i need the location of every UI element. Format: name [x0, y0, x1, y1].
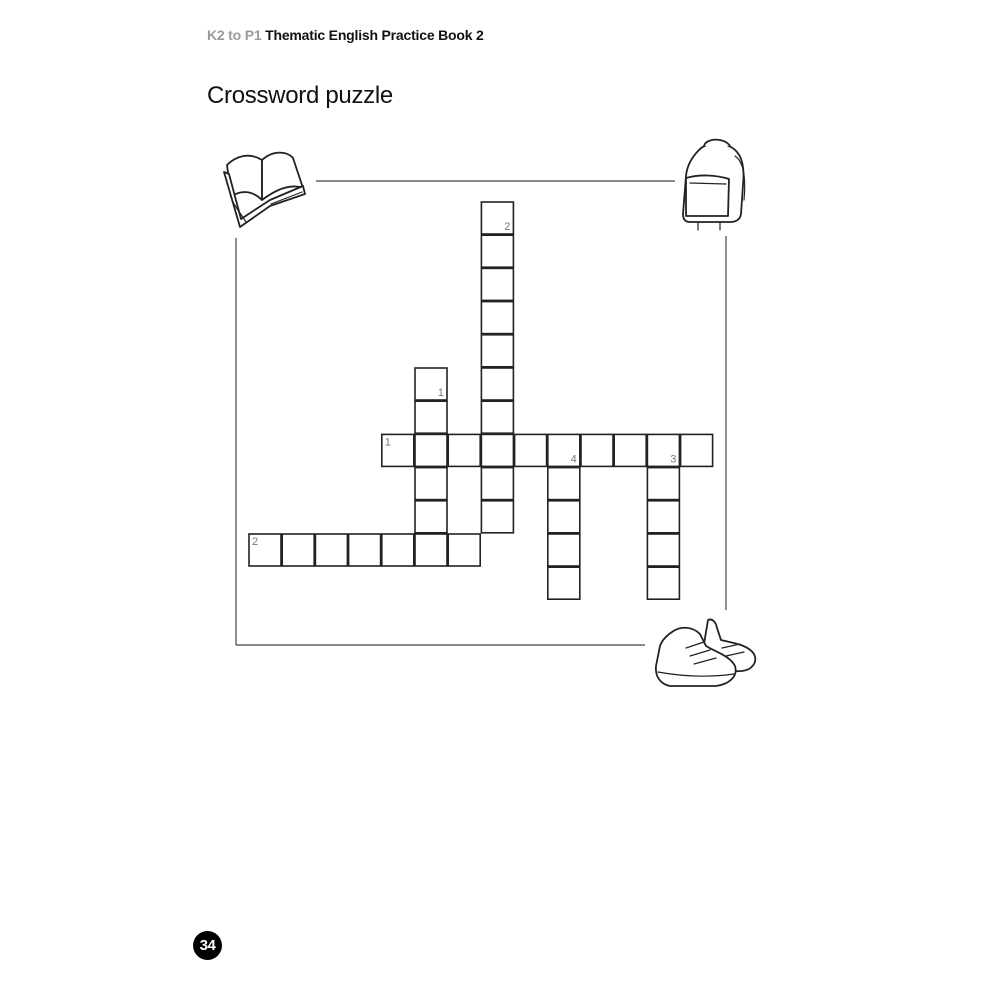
crossword-grid — [249, 202, 713, 599]
clue-number-down-1: 1 — [437, 387, 444, 399]
clue-numbers — [252, 221, 676, 548]
crossword-cell-r6-c7[interactable] — [481, 401, 513, 433]
crossword-cell-r7-c10[interactable] — [581, 434, 613, 466]
crossword-cell-r8-c9[interactable] — [548, 468, 580, 500]
crossword-cell-r10-c1[interactable] — [282, 534, 314, 566]
crossword-cell-r3-c7[interactable] — [481, 302, 513, 334]
crossword-cell-r8-c7[interactable] — [481, 468, 513, 500]
crossword-cell-r9-c7[interactable] — [481, 501, 513, 533]
clue-number-down-3: 3 — [670, 453, 677, 466]
crossword-cell-r9-c12[interactable] — [647, 501, 679, 533]
book-icon — [224, 153, 305, 227]
clue-number-across-2: 2 — [252, 536, 259, 548]
crossword-cell-r7-c11[interactable] — [614, 434, 646, 466]
crossword-cell-r10-c3[interactable] — [349, 534, 381, 566]
crossword-cell-r10-c5[interactable] — [415, 534, 447, 566]
crossword-cell-r10-c6[interactable] — [448, 534, 480, 566]
crossword-cell-r11-c9[interactable] — [548, 567, 580, 599]
crossword-cell-r1-c7[interactable] — [481, 235, 513, 267]
sneakers-icon — [656, 619, 755, 686]
crossword-cell-r10-c2[interactable] — [315, 534, 347, 566]
crossword-cell-r10-c4[interactable] — [382, 534, 414, 566]
crossword-cell-r9-c9[interactable] — [548, 501, 580, 533]
crossword-cell-r10-c9[interactable] — [548, 534, 580, 566]
book-title: Thematic English Practice Book 2 — [265, 27, 484, 43]
crossword-cell-r7-c8[interactable] — [515, 434, 547, 466]
crossword-cell-r8-c12[interactable] — [647, 468, 679, 500]
crossword-cell-r7-c7[interactable] — [481, 434, 513, 466]
crossword-cell-r11-c12[interactable] — [647, 567, 679, 599]
crossword-cell-r7-c13[interactable] — [681, 434, 713, 466]
crossword-cell-r4-c7[interactable] — [481, 335, 513, 367]
backpack-icon — [683, 140, 745, 230]
clue-number-across-1: 1 — [384, 436, 391, 449]
clue-number-down-4: 4 — [570, 453, 577, 466]
crossword-cell-r10-c12[interactable] — [647, 534, 679, 566]
crossword-cell-r5-c7[interactable] — [481, 368, 513, 400]
level-label: K2 to P1 — [207, 27, 262, 43]
crossword-cell-r6-c5[interactable] — [415, 401, 447, 433]
page-number: 34 — [193, 931, 222, 960]
crossword-cell-r8-c5[interactable] — [415, 468, 447, 500]
crossword-cell-r7-c6[interactable] — [448, 434, 480, 466]
clue-number-down-2: 2 — [504, 221, 511, 233]
crossword-cell-r7-c5[interactable] — [415, 434, 447, 466]
page-title: Crossword puzzle — [207, 82, 393, 109]
crossword-cell-r9-c5[interactable] — [415, 501, 447, 533]
crossword-cell-r2-c7[interactable] — [481, 268, 513, 300]
